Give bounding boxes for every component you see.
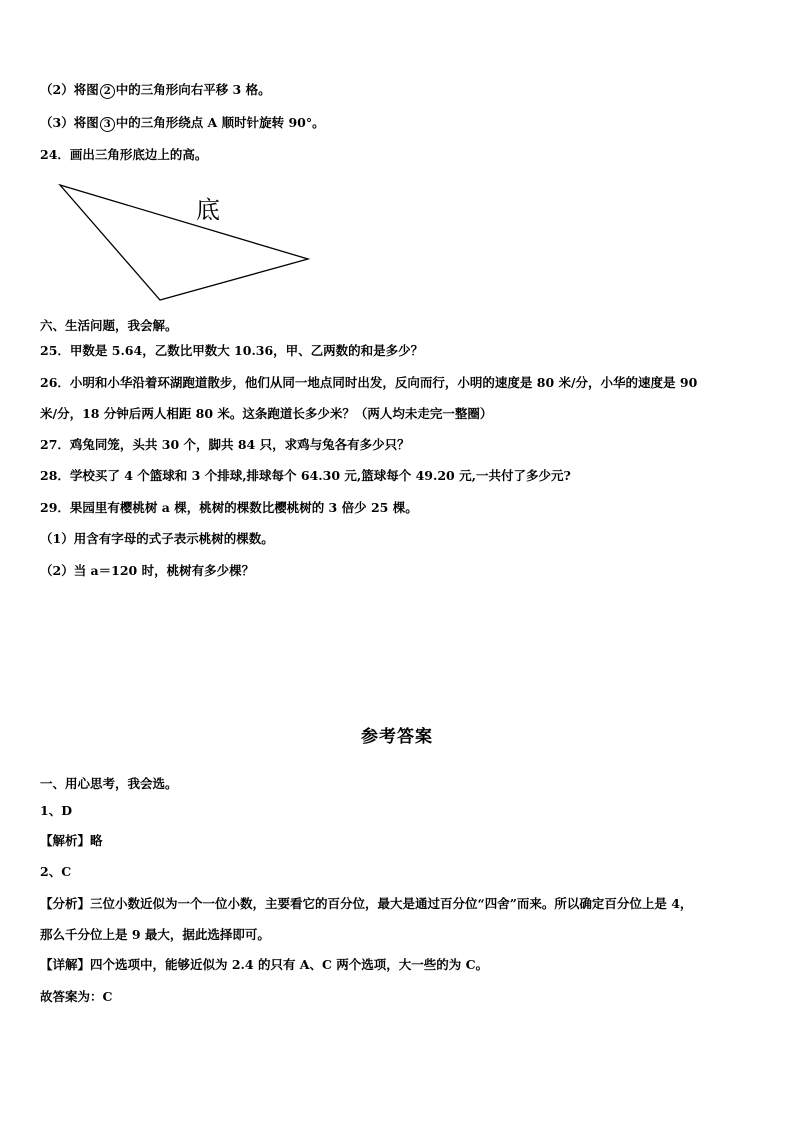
triangle [60, 185, 308, 300]
circled-number-3: 3 [100, 117, 115, 132]
q26-line1: 26．小明和小华沿着环湖跑道散步，他们从同一地点同时出发，反向而行，小明的速度是 80 米/分，小华的速度是 90 [40, 375, 698, 390]
answer-2: 2、C [40, 864, 72, 879]
q26-line2: 米/分，18 分钟后两人相距 80 米。这条跑道长多少米？（两人均未走完一整圈） [40, 406, 493, 421]
q29-text: 29．果园里有樱桃树 a 棵，桃树的棵数比樱桃树的 3 倍少 25 棵。 [40, 500, 418, 515]
q23-part3-text: 中的三角形绕点 A 顺时针旋转 90°。 [115, 115, 325, 130]
q23-part2-text: 中的三角形向右平移 3 格。 [115, 82, 271, 97]
q29-part1: （1）用含有字母的式子表示桃树的棵数。 [40, 531, 274, 546]
q29-part2: （2）当 a＝120 时，桃树有多少棵？ [40, 563, 255, 578]
answer-2-analysis-line2: 那么千分位上是 9 最大，据此选择即可。 [40, 927, 270, 942]
circled-number-2: 2 [100, 84, 115, 99]
answers-section1: 一、用心思考，我会选。 [40, 776, 178, 791]
answer-2-detail: 【详解】四个选项中，能够近似为 2.4 的只有 A、C 两个选项，大一些的为 C。 [40, 957, 489, 972]
q27-text: 27．鸡兔同笼，头共 30 个，脚共 84 只，求鸡与兔各有多少只？ [40, 437, 410, 452]
section6-title: 六、生活问题，我会解。 [40, 318, 178, 333]
q23-part3-prefix: （3）将图 [40, 115, 99, 130]
base-label: 底 [196, 196, 220, 224]
answer-2-analysis-line1: 【分析】三位小数近似为一个一位小数，主要看它的百分位，最大是通过百分位“四舍”而来。所以确定百分位上是 4， [40, 896, 693, 911]
answer-1: 1、D [40, 803, 73, 818]
q24-text: 24．画出三角形底边上的高。 [40, 147, 208, 162]
answer-2-final: 故答案为：C [40, 989, 113, 1004]
answers-title: 参考答案 [361, 727, 433, 747]
q25-text: 25．甲数是 5.64，乙数比甲数大 10.36，甲、乙两数的和是多少？ [40, 343, 424, 358]
answer-1-analysis: 【解析】略 [40, 833, 103, 848]
q28-text: 28．学校买了 4 个篮球和 3 个排球,排球每个 64.30 元,篮球每个 49.20 元,一共付了多少元? [40, 468, 571, 483]
q23-part2-prefix: （2）将图 [40, 82, 99, 97]
